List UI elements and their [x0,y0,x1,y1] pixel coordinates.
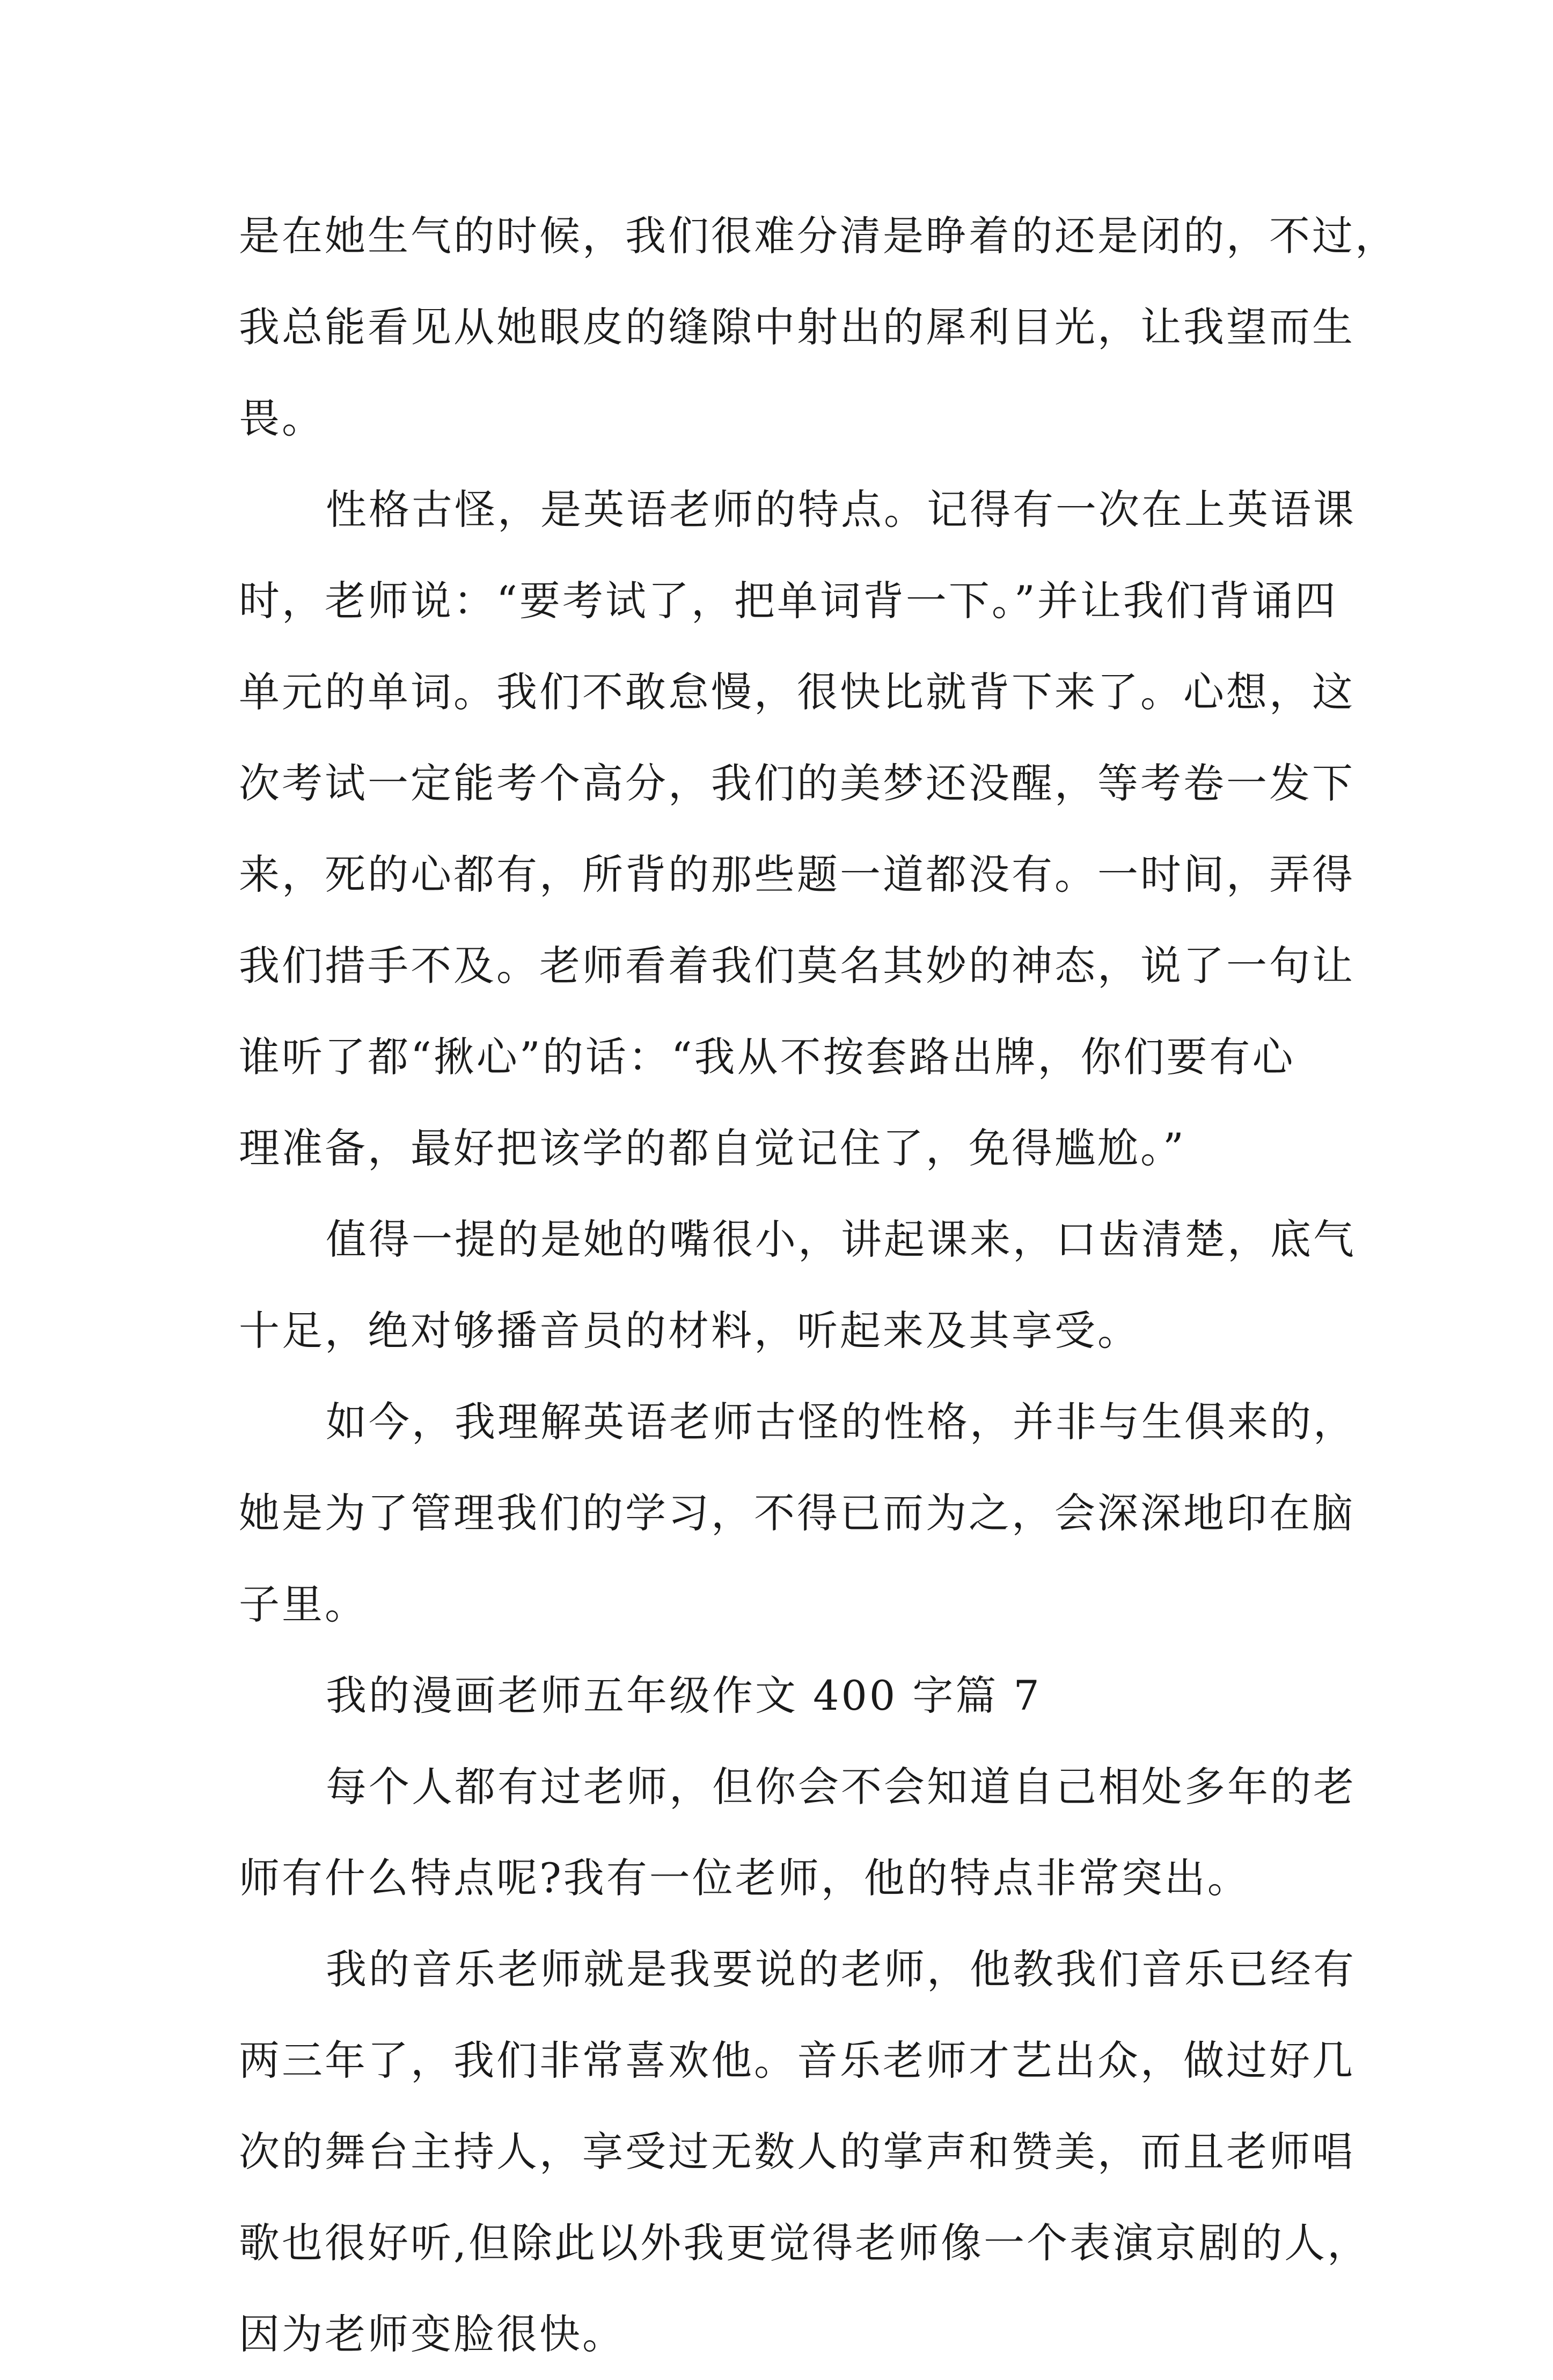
text-line: 是在她生气的时候，我们很难分清是睁着的还是闭的，不过， [239,212,1398,260]
text-line: 谁听了都“揪心”的话：“我从不按套路出牌，你们要有心 [239,1033,1295,1081]
text-line: 畏。 [239,394,325,442]
text-line: 两三年了，我们非常喜欢他。音乐老师才艺出众，做过好几 [239,2037,1355,2084]
text-line: 师有什么特点呢?我有一位老师，他的特点非常突出。 [239,1854,1250,1902]
text-line: 她是为了管理我们的学习，不得已而为之，会深深地印在脑 [239,1489,1355,1537]
text-line: 因为老师变脸很快。 [239,2310,625,2358]
text-line: 我们措手不及。老师看着我们莫名其妙的神态，说了一句让 [239,942,1355,990]
body-text [239,191,1398,2380]
text-line: 理准备，最好把该学的都自觉记住了，免得尴尬。” [239,1124,1186,1172]
paragraph-start-line: 值得一提的是她的嘴很小，讲起课来，口齿清楚，底气 [326,1215,1356,1263]
text-line: 来，死的心都有，所背的那些题一道都没有。一时间，弄得 [239,851,1355,898]
paragraph-start-line: 我的音乐老师就是我要说的老师，他教我们音乐已经有 [326,1945,1356,1993]
paragraph-start-line: 如今，我理解英语老师古怪的性格，并非与生俱来的， [326,1398,1356,1446]
text-line: 子里。 [239,1580,368,1628]
text-line: 次的舞台主持人，享受过无数人的掌声和赞美，而且老师唱 [239,2128,1355,2176]
paragraph-start-line: 每个人都有过老师，但你会不会知道自己相处多年的老 [326,1763,1356,1811]
text-line: 次考试一定能考个高分，我们的美梦还没醒，等考卷一发下 [239,759,1355,807]
section-heading: 我的漫画老师五年级作文 400 字篇 7 [326,1672,1042,1719]
text-line: 十足，绝对够播音员的材料，听起来及其享受。 [239,1307,1140,1354]
text-line: 单元的单词。我们不敢怠慢，很快比就背下来了。心想，这 [239,668,1355,716]
text-line: 时，老师说：“要考试了，把单词背一下。”并让我们背诵四 [239,577,1338,625]
text-line: 歌也很好听,但除此以外我更觉得老师像一个表演京剧的人， [239,2219,1371,2267]
paragraph-start-line: 性格古怪，是英语老师的特点。记得有一次在上英语课 [326,486,1356,533]
text-line: 我总能看见从她眼皮的缝隙中射出的犀利目光，让我望而生 [239,303,1355,351]
